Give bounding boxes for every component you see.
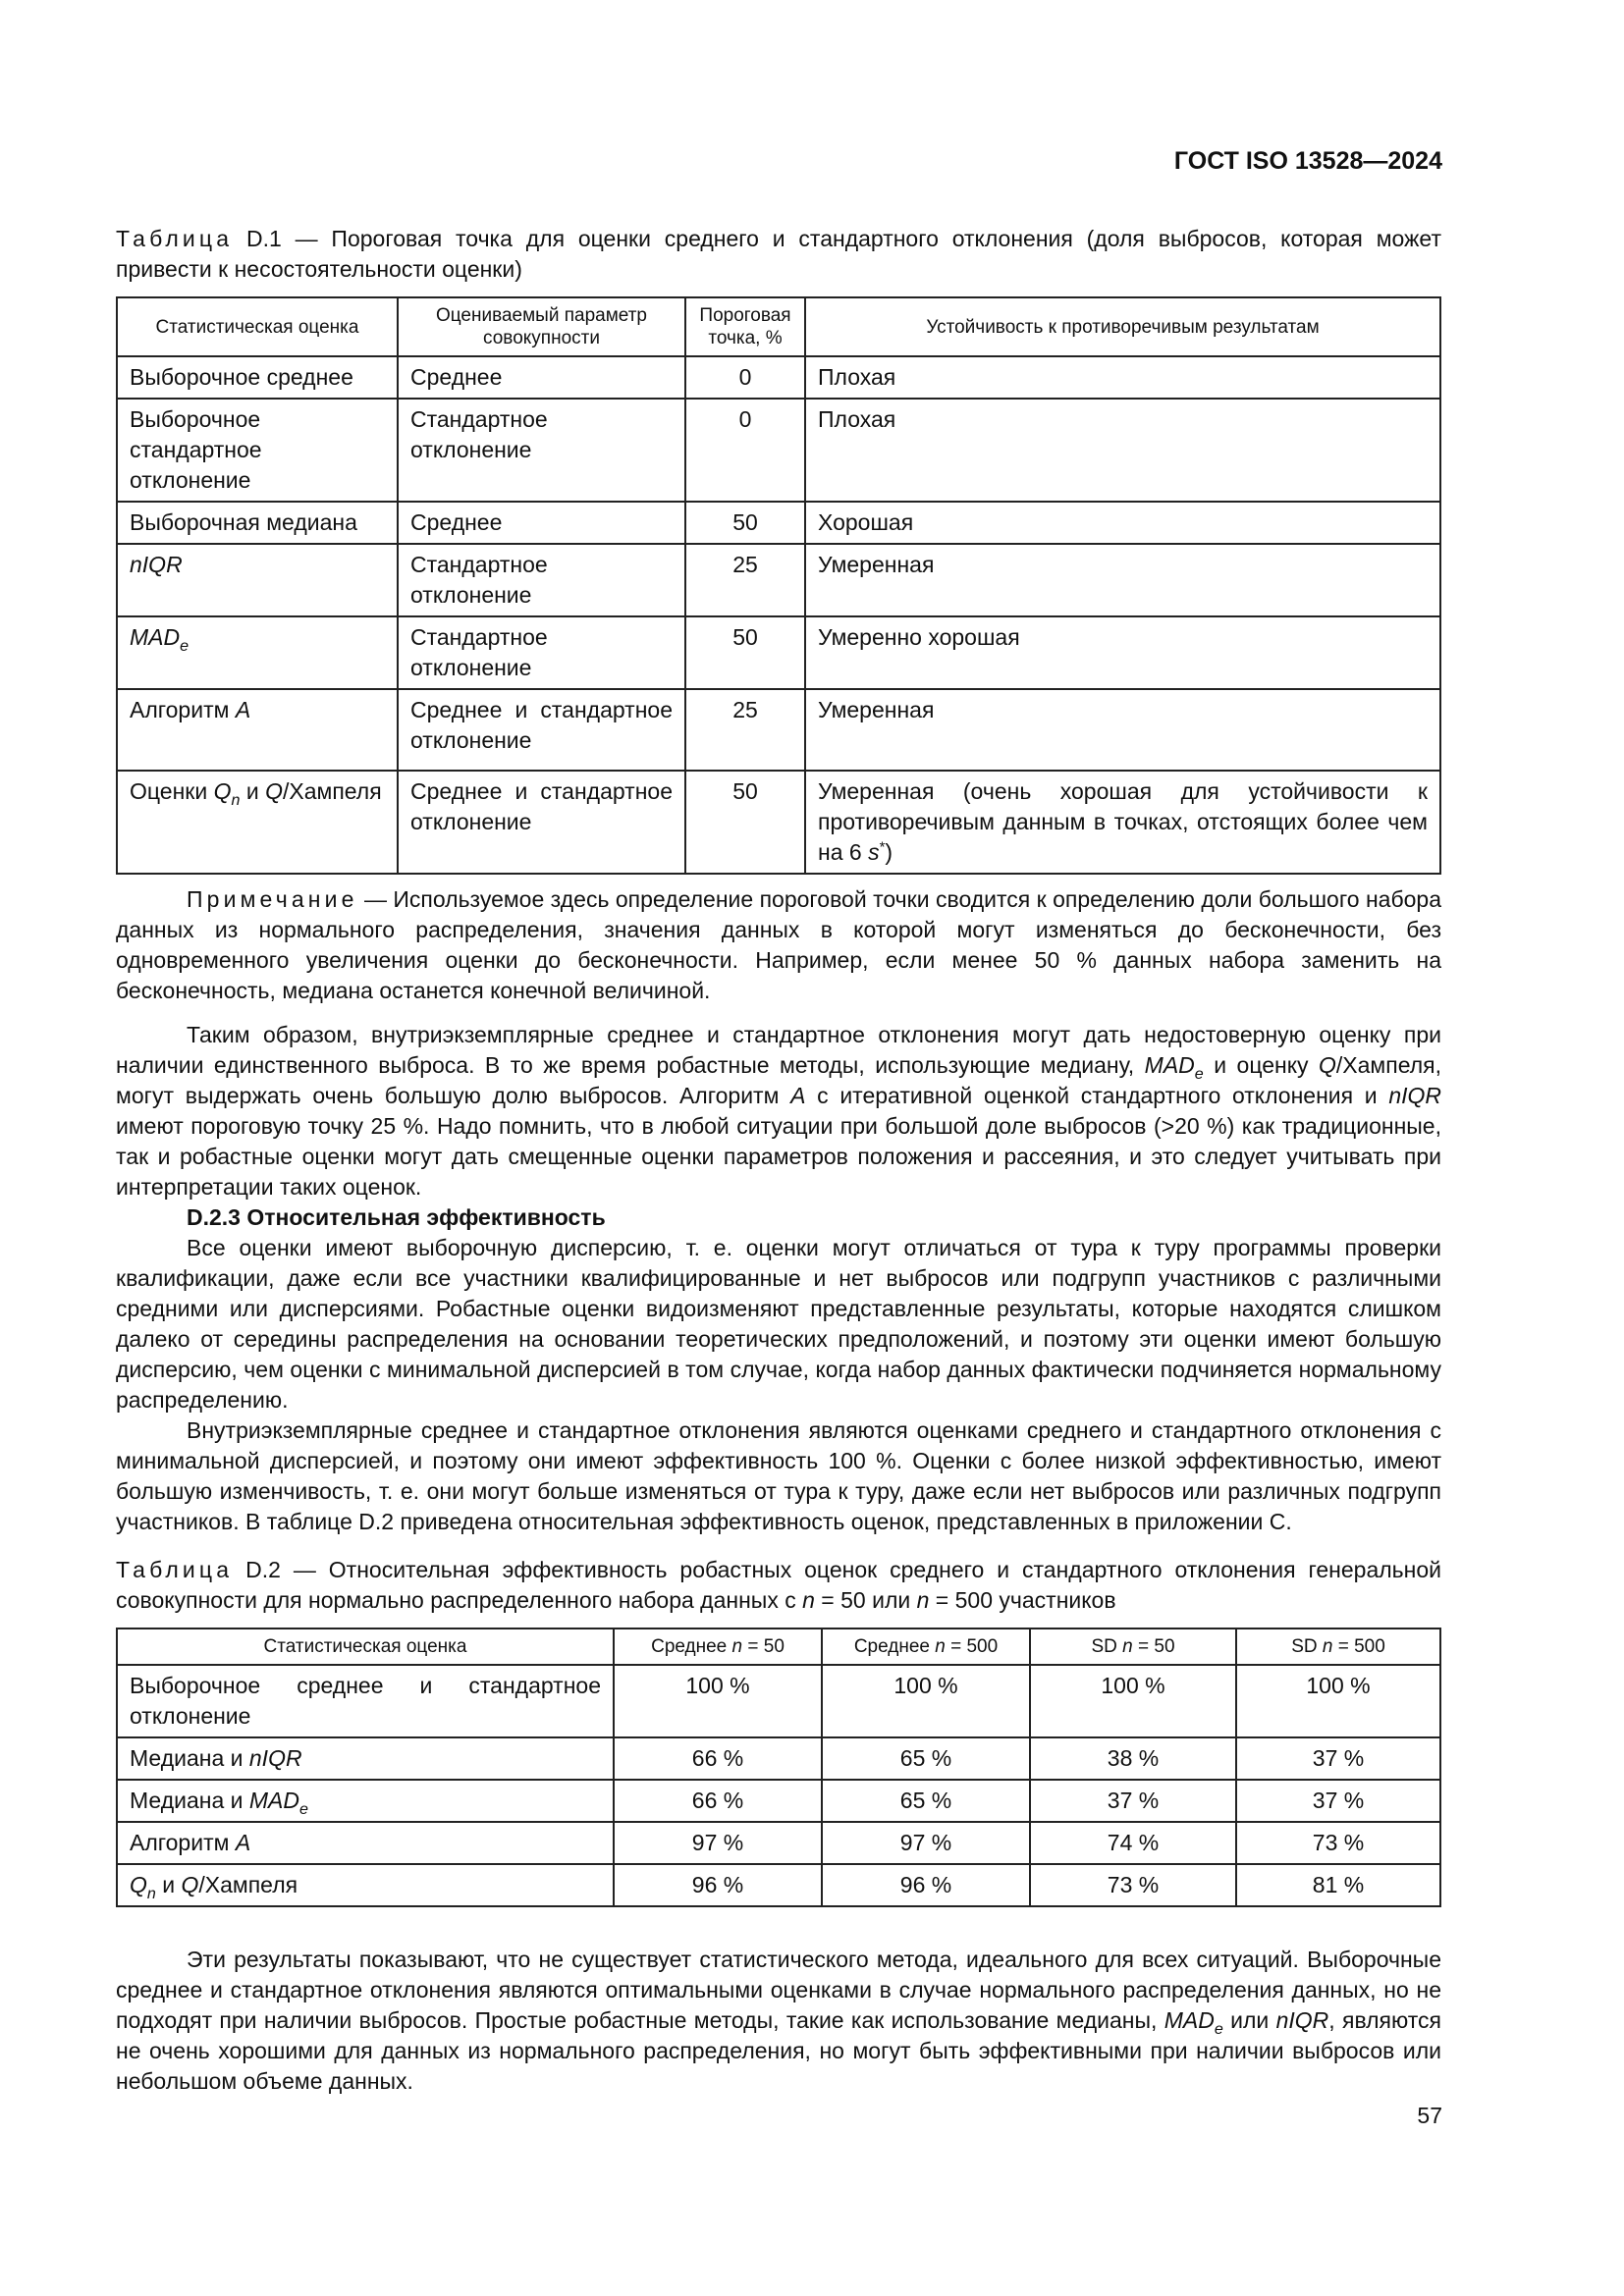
value-cell: 96 % <box>822 1864 1030 1906</box>
header-italic: n <box>935 1636 946 1657</box>
table-d2 <box>116 1628 1441 1907</box>
estimate-italic: Q <box>213 778 232 804</box>
note <box>116 884 1441 1006</box>
paragraph-italic: A <box>790 1083 806 1108</box>
estimate-subscript: e <box>180 637 189 655</box>
table-header-cell: Статистическая оценка <box>117 297 398 356</box>
value-cell: 81 % <box>1236 1864 1440 1906</box>
table-row <box>117 1665 1440 1737</box>
value-cell: 100 % <box>1030 1665 1236 1737</box>
table-row <box>117 356 1440 399</box>
page-content <box>116 224 1441 2097</box>
table-d1 <box>116 296 1441 875</box>
point-cell: 25 <box>685 689 805 771</box>
estimate-cell <box>117 771 398 874</box>
stability-cell: Плохая <box>805 399 1440 502</box>
estimate-italic: Q <box>265 778 283 804</box>
header-text: = 50 <box>742 1636 785 1657</box>
section-heading: D.2.3 Относительная эффективность <box>187 1204 606 1230</box>
stability-cell: Умеренно хорошая <box>805 616 1440 689</box>
estimate-text: /Хампеля <box>198 1872 298 1897</box>
estimate-cell <box>117 1822 614 1864</box>
point-cell: 50 <box>685 616 805 689</box>
document-id: ГОСТ ISO 13528—2024 <box>1173 147 1442 175</box>
table2-caption-italic: n <box>802 1587 815 1613</box>
estimate-text: и <box>240 778 266 804</box>
table-row <box>117 1822 1440 1864</box>
table-row <box>117 689 1440 771</box>
table2-caption-text: D.2 — Относительная эффективность робастных оценок среднего и стандартного отклонения генеральной совокупности для нормально распределенного набора данных с <box>116 1557 1441 1613</box>
param-cell: Среднее <box>398 356 685 399</box>
estimate-text: и <box>155 1872 182 1897</box>
paragraph-subscript: e <box>1214 2020 1223 2038</box>
estimate-subscript: e <box>299 1800 308 1818</box>
estimate-cell <box>117 1864 614 1906</box>
paragraph-italic: MAD <box>1164 2007 1215 2033</box>
value-cell: 100 % <box>822 1665 1030 1737</box>
estimate-cell: Выборочное стандартное отклонение <box>117 399 398 502</box>
table-header-cell <box>1030 1629 1236 1665</box>
table-header-cell <box>1236 1629 1440 1665</box>
note-text: — Используемое здесь определение пороговой точки сводится к определению доли большого набора данных из нормального распределения, значения данных в которой могут изменяться до бесконечности, без одновременного увеличения оценки до бесконечности. Например, если менее 50 % данных набора заменить на бесконечность, медиана останется конечной величиной. <box>116 886 1441 1003</box>
table-row <box>117 616 1440 689</box>
estimate-italic: MAD <box>130 624 181 650</box>
param-cell: Стандартное отклонение <box>398 616 685 689</box>
header-text: = 500 <box>1332 1636 1385 1657</box>
value-cell: 96 % <box>614 1864 822 1906</box>
stability-italic: s <box>868 839 880 865</box>
paragraph-text: или <box>1222 2007 1276 2033</box>
value-cell: 97 % <box>822 1822 1030 1864</box>
value-cell: 37 % <box>1030 1780 1236 1822</box>
value-cell: 65 % <box>822 1737 1030 1780</box>
estimate-italic: MAD <box>248 1788 300 1813</box>
estimate-italic: Q <box>181 1872 199 1897</box>
value-cell: 74 % <box>1030 1822 1236 1864</box>
estimate-cell: Выборочное среднее и стандартное отклонение <box>117 1665 614 1737</box>
table-row <box>117 1780 1440 1822</box>
page-number: 57 <box>1417 2103 1442 2128</box>
header-text: SD <box>1291 1636 1323 1657</box>
header-italic: n <box>1122 1636 1133 1657</box>
paragraph-text: /Хампеля, могут выдержать очень большую долю выбросов. Алгоритм <box>116 1052 1441 1108</box>
estimate-subscript: n <box>231 791 241 809</box>
param-cell: Среднее <box>398 502 685 544</box>
value-cell: 66 % <box>614 1737 822 1780</box>
point-cell: 25 <box>685 544 805 616</box>
table-row <box>117 1737 1440 1780</box>
header-text: = 50 <box>1132 1636 1175 1657</box>
point-cell: 50 <box>685 771 805 874</box>
table-header-cell: Устойчивость к противоречивым результатам <box>805 297 1440 356</box>
table1-caption <box>116 224 1441 285</box>
stability-cell: Плохая <box>805 356 1440 399</box>
paragraph-subscript: e <box>1194 1065 1204 1083</box>
table-row <box>117 544 1440 616</box>
table2-caption-text: = 50 или <box>814 1587 917 1613</box>
table-header-cell: Оцениваемый параметр совокупности <box>398 297 685 356</box>
estimate-cell <box>117 616 398 689</box>
table1-caption-label: Таблица <box>116 226 234 251</box>
paragraph-italic: nIQR <box>1275 2007 1329 2033</box>
estimate-text: Алгоритм <box>130 1830 236 1855</box>
table2-caption-italic: n <box>916 1587 930 1613</box>
value-cell: 37 % <box>1236 1780 1440 1822</box>
stability-superscript: * <box>879 838 886 856</box>
paragraph-italic: Q <box>1319 1052 1336 1078</box>
table-header-cell <box>822 1629 1030 1665</box>
value-cell: 73 % <box>1030 1864 1236 1906</box>
paragraph-italic: MAD <box>1144 1052 1195 1078</box>
paragraph: Все оценки имеют выборочную дисперсию, т. е. оценки могут отличаться от тура к туру программы проверки квалификации, даже если все участники квалифицированные и нет выбросов или подгрупп участников с различными средними или дисперсиями. Робастные оценки видоизменяют представленные результаты, которые находятся слишком далеко от середины распределения на основании теоретических предположений, и поэтому эти оценки имеют большую дисперсию, чем оценки с минимальной дисперсией в том случае, когда набор данных фактически подчиняется нормальному распределению. <box>116 1235 1441 1413</box>
value-cell: 66 % <box>614 1780 822 1822</box>
estimate-text: Оценки <box>130 778 214 804</box>
table-header-cell <box>614 1629 822 1665</box>
header-text: = 500 <box>945 1636 999 1657</box>
estimate-cell <box>117 544 398 616</box>
table2-caption-text: = 500 участников <box>929 1587 1116 1613</box>
estimate-italic: Q <box>130 1872 147 1897</box>
stability-text: ) <box>885 839 893 865</box>
estimate-cell: Выборочная медиана <box>117 502 398 544</box>
param-cell: Стандартное отклонение <box>398 399 685 502</box>
estimate-subscript: n <box>146 1885 156 1902</box>
paragraph <box>116 1020 1441 1202</box>
estimate-text: Медиана и <box>130 1788 249 1813</box>
value-cell: 73 % <box>1236 1822 1440 1864</box>
header-italic: n <box>1322 1636 1333 1657</box>
stability-cell: Умеренная <box>805 689 1440 771</box>
param-cell: Стандартное отклонение <box>398 544 685 616</box>
table-row <box>117 1864 1440 1906</box>
paragraph-text: , являются не очень хорошими для данных из нормального распределения, но могут быть эффективными при наличии выбросов или небольшом объеме данных. <box>116 2007 1441 2094</box>
paragraph: Внутриэкземплярные среднее и стандартное отклонения являются оценками среднего и стандартного отклонения с минимальной дисперсией, и поэтому они имеют эффективность 100 %. Оценки с более низкой эффективностью, имеют большую изменчивость, т. е. они могут больше изменяться от тура к туру, даже если нет выбросов или различных подгрупп участников. В таблице D.2 приведена относительная эффективность оценок, представленных в приложении С. <box>116 1417 1441 1534</box>
table1-caption-text: D.1 — Пороговая точка для оценки среднего и стандартного отклонения (доля выбросов, которая может привести к несостоятельности оценки) <box>116 226 1441 282</box>
paragraph-italic: nIQR <box>1388 1083 1441 1108</box>
param-cell: Среднее и стандартное отклонение <box>398 771 685 874</box>
stability-cell: Хорошая <box>805 502 1440 544</box>
table-row <box>117 771 1440 874</box>
stability-text: Умеренная (очень хорошая для устойчивости к противоречивым данным в точках, отстоящих более чем на 6 <box>818 778 1428 865</box>
table-row <box>117 399 1440 502</box>
paragraph-text: Эти результаты показывают, что не существует статистического метода, идеального для всех ситуаций. Выборочные среднее и стандартное отклонения являются оптимальными оценками в случае нормального распределения данных, но не подходят при наличии выбросов. Простые робастные методы, такие как использование медианы, <box>116 1947 1441 2033</box>
table2-caption-label: Таблица <box>116 1557 234 1582</box>
header-italic: n <box>731 1636 743 1657</box>
header-text: Среднее <box>853 1636 936 1657</box>
estimate-cell: Выборочное среднее <box>117 356 398 399</box>
paragraph <box>116 1945 1441 2097</box>
note-label: Примечание <box>187 886 358 912</box>
table-row <box>117 502 1440 544</box>
estimate-italic: nIQR <box>130 552 183 577</box>
value-cell: 38 % <box>1030 1737 1236 1780</box>
estimate-italic: A <box>235 1830 251 1855</box>
estimate-cell <box>117 1737 614 1780</box>
value-cell: 65 % <box>822 1780 1030 1822</box>
table-header-cell: Статистическая оценка <box>117 1629 614 1665</box>
estimate-text: Медиана и <box>130 1745 249 1771</box>
table-header-row <box>117 297 1440 356</box>
header-text: Среднее <box>651 1636 732 1657</box>
estimate-text: /Хампеля <box>282 778 382 804</box>
value-cell: 100 % <box>1236 1665 1440 1737</box>
estimate-cell <box>117 689 398 771</box>
estimate-cell <box>117 1780 614 1822</box>
point-cell: 50 <box>685 502 805 544</box>
table-header-cell: Пороговая точка, % <box>685 297 805 356</box>
paragraph-text: имеют пороговую точку 25 %. Надо помнить, что в любой ситуации при большой доле выбросов (>20 %) как традиционные, так и робастные оценки могут дать смещенные оценки параметров положения и рассеяния, и это следует учитывать при интерпретации таких оценок. <box>116 1113 1441 1200</box>
point-cell: 0 <box>685 356 805 399</box>
stability-cell <box>805 771 1440 874</box>
table-header-row <box>117 1629 1440 1665</box>
estimate-text: Алгоритм <box>130 697 236 722</box>
header-text: SD <box>1091 1636 1123 1657</box>
param-cell: Среднее и стандартное отклонение <box>398 689 685 771</box>
paragraph-text: с итеративной оценкой стандартного отклонения и <box>805 1083 1389 1108</box>
paragraph-text: и оценку <box>1203 1052 1320 1078</box>
estimate-italic: A <box>235 697 251 722</box>
table2-caption <box>116 1555 1441 1616</box>
point-cell: 0 <box>685 399 805 502</box>
value-cell: 97 % <box>614 1822 822 1864</box>
stability-cell: Умеренная <box>805 544 1440 616</box>
value-cell: 37 % <box>1236 1737 1440 1780</box>
value-cell: 100 % <box>614 1665 822 1737</box>
estimate-italic: nIQR <box>248 1745 302 1771</box>
paragraph-text: Таким образом, внутриэкземплярные среднее и стандартное отклонения могут дать недостоверную оценку при наличии единственного выброса. В то же время робастные методы, использующие медиану, <box>116 1022 1441 1078</box>
